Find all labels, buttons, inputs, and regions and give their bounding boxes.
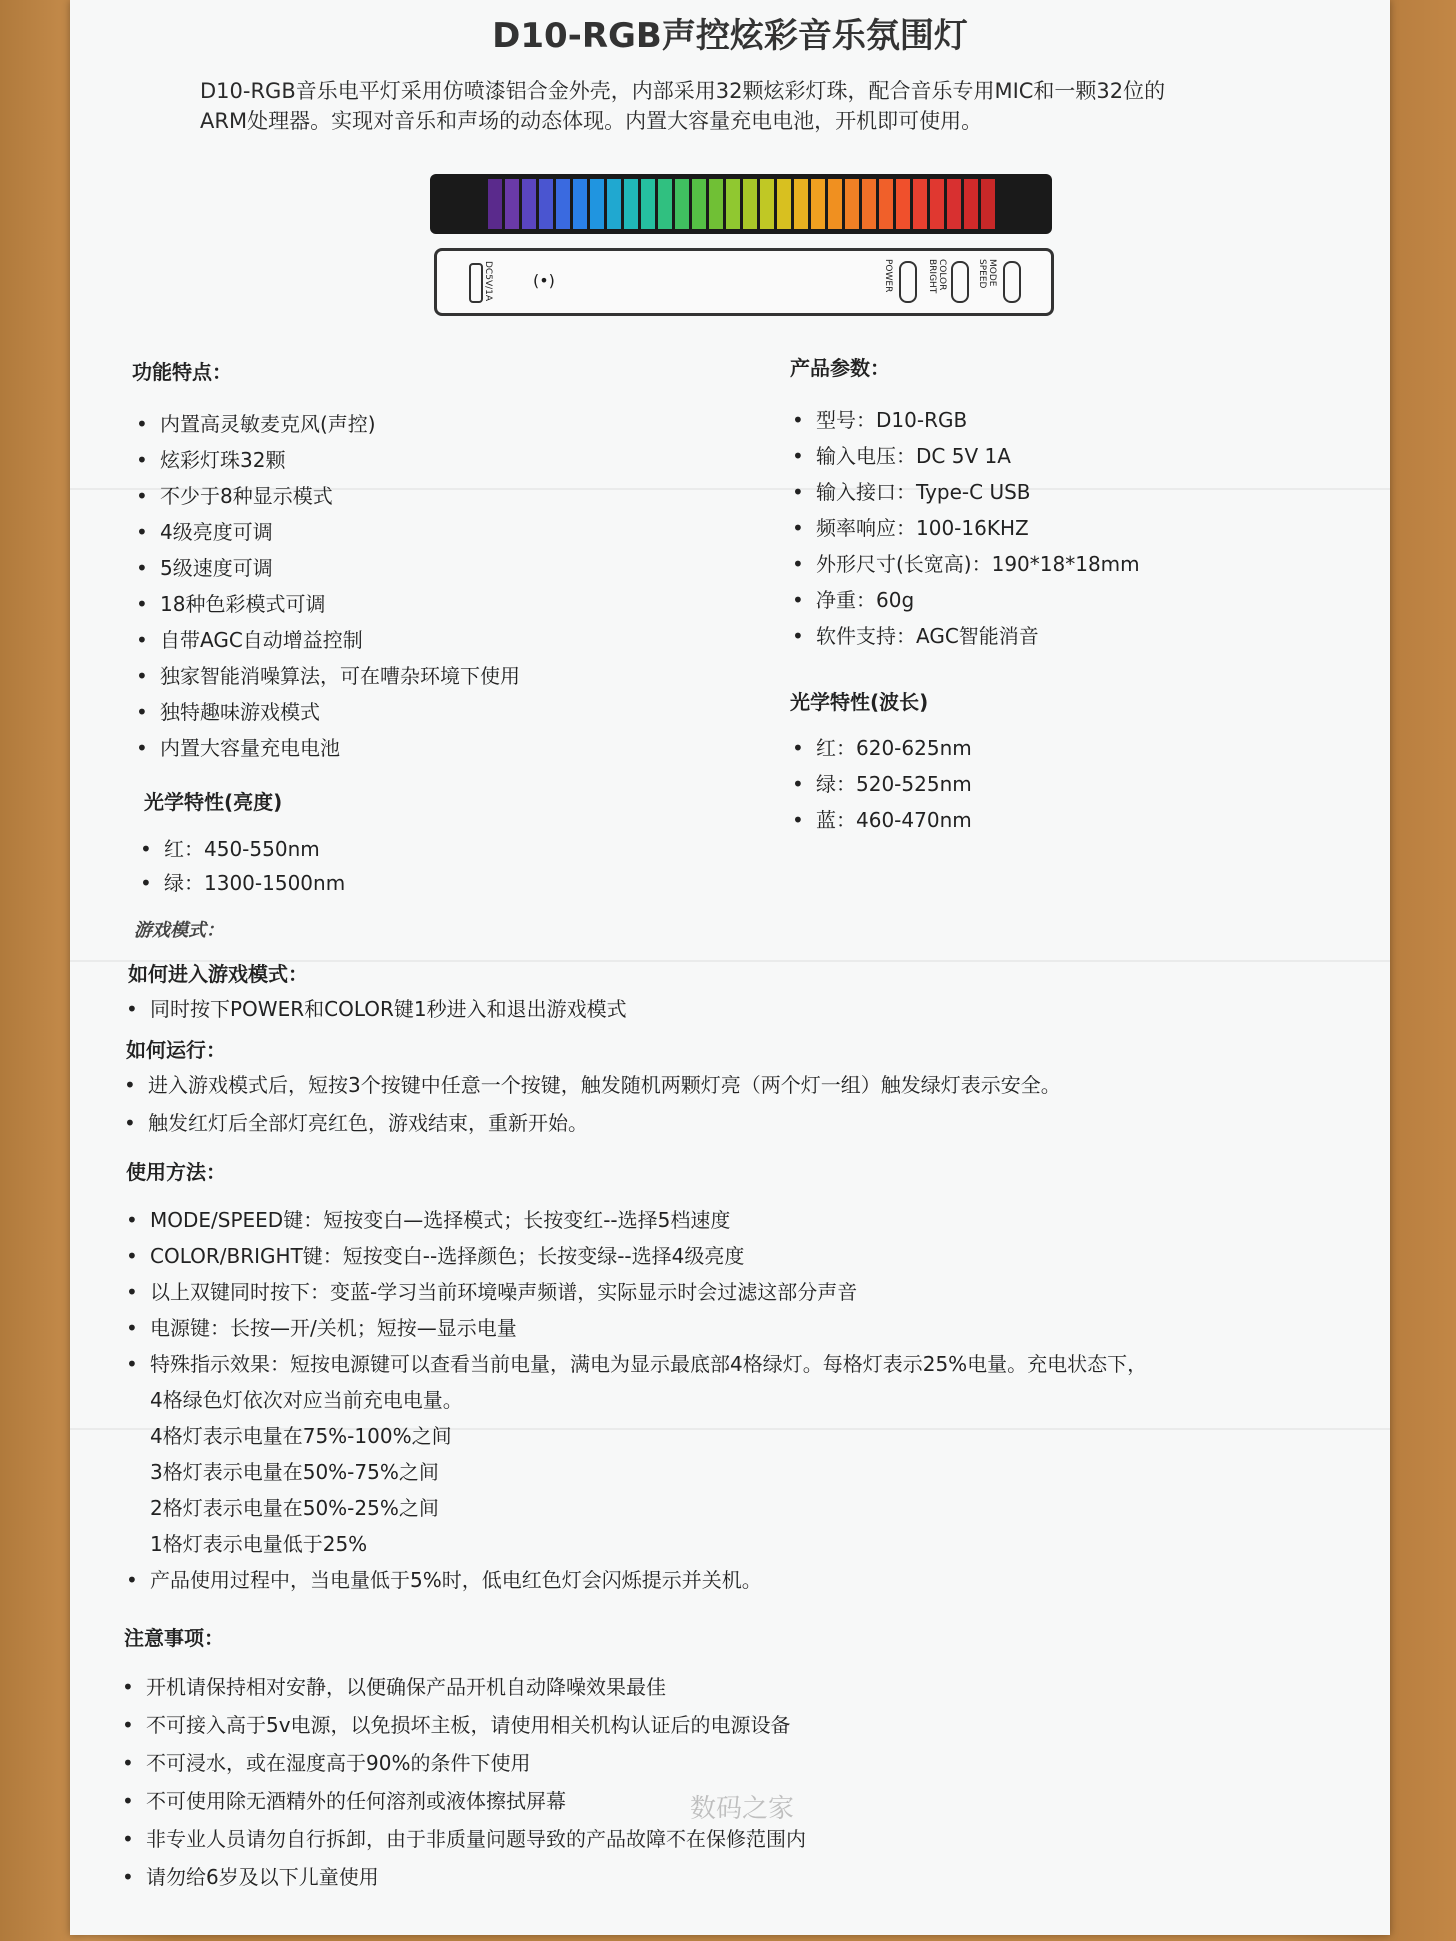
optical-brightness-heading: 光学特性(亮度)	[144, 790, 283, 814]
list-item: • 触发红灯后全部灯亮红色，游戏结束，重新开始。	[124, 1104, 1061, 1142]
led-segment	[692, 179, 706, 229]
led-segment	[607, 179, 621, 229]
watermark: 数码之家	[690, 1794, 795, 1824]
list-item: • 输入接口：Type-C USB	[792, 474, 1140, 510]
list-item: • 绿：520-525nm	[792, 766, 972, 802]
led-segment	[488, 179, 502, 229]
led-segment	[777, 179, 791, 229]
led-segment	[522, 179, 536, 229]
intro-line: ARM处理器。实现对音乐和声场的动态体现。内置大容量充电电池，开机即可使用。	[200, 109, 983, 133]
intro-line: D10-RGB音乐电平灯采用仿喷漆铝合金外壳，内部采用32颗炫彩灯珠，配合音乐专用MIC和一颗32位的	[200, 79, 1166, 103]
instruction-sheet	[70, 0, 1390, 1935]
usage-heading: 使用方法：	[126, 1160, 226, 1184]
led-bar-illustration	[430, 174, 1052, 234]
list-item: • 独家智能消噪算法，可在嘈杂环境下使用	[136, 658, 520, 694]
led-segment	[862, 179, 876, 229]
document-title: D10-RGB声控炫彩音乐氛围灯	[492, 16, 968, 56]
game-mode-label: 游戏模式：	[134, 920, 224, 941]
list-item: • 独特趣味游戏模式	[136, 694, 520, 730]
list-item: • 产品使用过程中，当电量低于5%时，低电红色灯会闪烁提示并关机。	[126, 1562, 1147, 1598]
led-segment	[896, 179, 910, 229]
led-segment	[641, 179, 655, 229]
list-item: • 特殊指示效果：短按电源键可以查看当前电量，满电为显示最底部4格绿灯。每格灯表示25%电量。充电状态下，	[126, 1346, 1147, 1382]
list-item: • 型号：D10-RGB	[792, 402, 1140, 438]
list-item: • 内置高灵敏麦克风(声控)	[136, 406, 520, 442]
led-segment	[879, 179, 893, 229]
port-label: DC5V/1A	[483, 261, 493, 302]
list-item: • 自带AGC自动增益控制	[136, 622, 520, 658]
list-item: • 软件支持：AGC智能消音	[792, 618, 1140, 654]
device-illustration	[434, 248, 1054, 316]
list-item: • 蓝：460-470nm	[792, 802, 972, 838]
list-item: • 绿：1300-1500nm	[140, 866, 345, 900]
list-item: • 不可接入高于5v电源，以免损坏主板，请使用相关机构认证后的电源设备	[122, 1706, 806, 1744]
led-segment	[964, 179, 978, 229]
list-subitem: 2格灯表示电量在50%-25%之间	[150, 1496, 439, 1520]
list-item: • 红：450-550nm	[140, 832, 345, 866]
led-segment	[828, 179, 842, 229]
params-list	[792, 402, 1140, 654]
optical-brightness-list	[140, 832, 345, 900]
led-segment	[981, 179, 995, 229]
led-segment	[726, 179, 740, 229]
list-item: • 输入电压：DC 5V 1A	[792, 438, 1140, 474]
led-segment	[811, 179, 825, 229]
list-item: • 不少于8种显示模式	[136, 478, 520, 514]
led-segment	[505, 179, 519, 229]
list-item: • 电源键：长按—开/关机；短按—显示电量	[126, 1310, 1147, 1346]
list-item: • 以上双键同时按下：变蓝-学习当前环境噪声频谱，实际显示时会过滤这部分声音	[126, 1274, 1147, 1310]
led-segment	[539, 179, 553, 229]
list-item: • 5级速度可调	[136, 550, 520, 586]
list-item: • 频率响应：100-16KHZ	[792, 510, 1140, 546]
how-run-list	[124, 1066, 1061, 1142]
list-item: • 净重：60g	[792, 582, 1140, 618]
mic-icon: (•)	[533, 271, 555, 290]
led-segment	[624, 179, 638, 229]
list-item: • 不可浸水，或在湿度高于90%的条件下使用	[122, 1744, 806, 1782]
led-segment	[794, 179, 808, 229]
list-item: • 不可使用除无酒精外的任何溶剂或液体擦拭屏幕	[122, 1782, 806, 1820]
enter-game-heading: 如何进入游戏模式：	[128, 962, 308, 986]
mode-label: MODE SPEED	[977, 259, 997, 289]
led-segment	[573, 179, 587, 229]
usb-port-icon	[469, 263, 483, 303]
color-label: COLOR BRIGHT	[927, 259, 947, 294]
list-item: • 18种色彩模式可调	[136, 586, 520, 622]
how-run-heading: 如何运行：	[126, 1038, 226, 1062]
led-segment	[590, 179, 604, 229]
list-item: • 内置大容量充电电池	[136, 730, 520, 766]
list-item: • 同时按下POWER和COLOR键1秒进入和退出游戏模式	[126, 992, 627, 1026]
led-segment	[947, 179, 961, 229]
list-subitem: 1格灯表示电量低于25%	[150, 1532, 368, 1556]
features-list	[136, 406, 520, 766]
list-item: • 4级亮度可调	[136, 514, 520, 550]
list-item: • 请勿给6岁及以下儿童使用	[122, 1858, 806, 1896]
led-segment	[845, 179, 859, 229]
list-item: • 外形尺寸(长宽高)：190*18*18mm	[792, 546, 1140, 582]
optical-wavelength-list	[792, 730, 972, 838]
led-segment	[709, 179, 723, 229]
notes-heading: 注意事项：	[124, 1626, 224, 1650]
power-label: POWER	[883, 259, 893, 293]
list-item: • 非专业人员请勿自行拆卸，由于非质量问题导致的产品故障不在保修范围内	[122, 1820, 806, 1858]
features-heading: 功能特点：	[132, 360, 232, 384]
list-subitem: 4格绿色灯依次对应当前充电电量。	[150, 1388, 463, 1412]
color-button-icon	[951, 261, 969, 303]
list-item: • 进入游戏模式后，短按3个按键中任意一个按键，触发随机两颗灯亮（两个灯一组）触发绿灯表示安全。	[124, 1066, 1061, 1104]
enter-game-list	[126, 992, 627, 1026]
list-subitem: 4格灯表示电量在75%-100%之间	[150, 1424, 452, 1448]
list-item: • 开机请保持相对安静，以便确保产品开机自动降噪效果最佳	[122, 1668, 806, 1706]
intro-paragraph	[200, 76, 1320, 136]
list-item: • 炫彩灯珠32颗	[136, 442, 520, 478]
notes-list	[122, 1668, 806, 1896]
optical-wavelength-heading: 光学特性(波长)	[790, 690, 929, 714]
usage-list	[126, 1202, 1147, 1598]
led-segment	[743, 179, 757, 229]
list-subitem: 3格灯表示电量在50%-75%之间	[150, 1460, 439, 1484]
led-segment	[930, 179, 944, 229]
power-button-icon	[899, 261, 917, 303]
led-segment	[675, 179, 689, 229]
led-segment	[913, 179, 927, 229]
led-segment	[556, 179, 570, 229]
params-heading: 产品参数：	[790, 356, 890, 380]
led-segment	[658, 179, 672, 229]
list-item: • COLOR/BRIGHT键：短按变白--选择颜色；长按变绿--选择4级亮度	[126, 1238, 1147, 1274]
list-item: • 红：620-625nm	[792, 730, 972, 766]
list-item: • MODE/SPEED键：短按变白—选择模式；长按变红--选择5档速度	[126, 1202, 1147, 1238]
mode-button-icon	[1003, 261, 1021, 303]
led-segment	[760, 179, 774, 229]
